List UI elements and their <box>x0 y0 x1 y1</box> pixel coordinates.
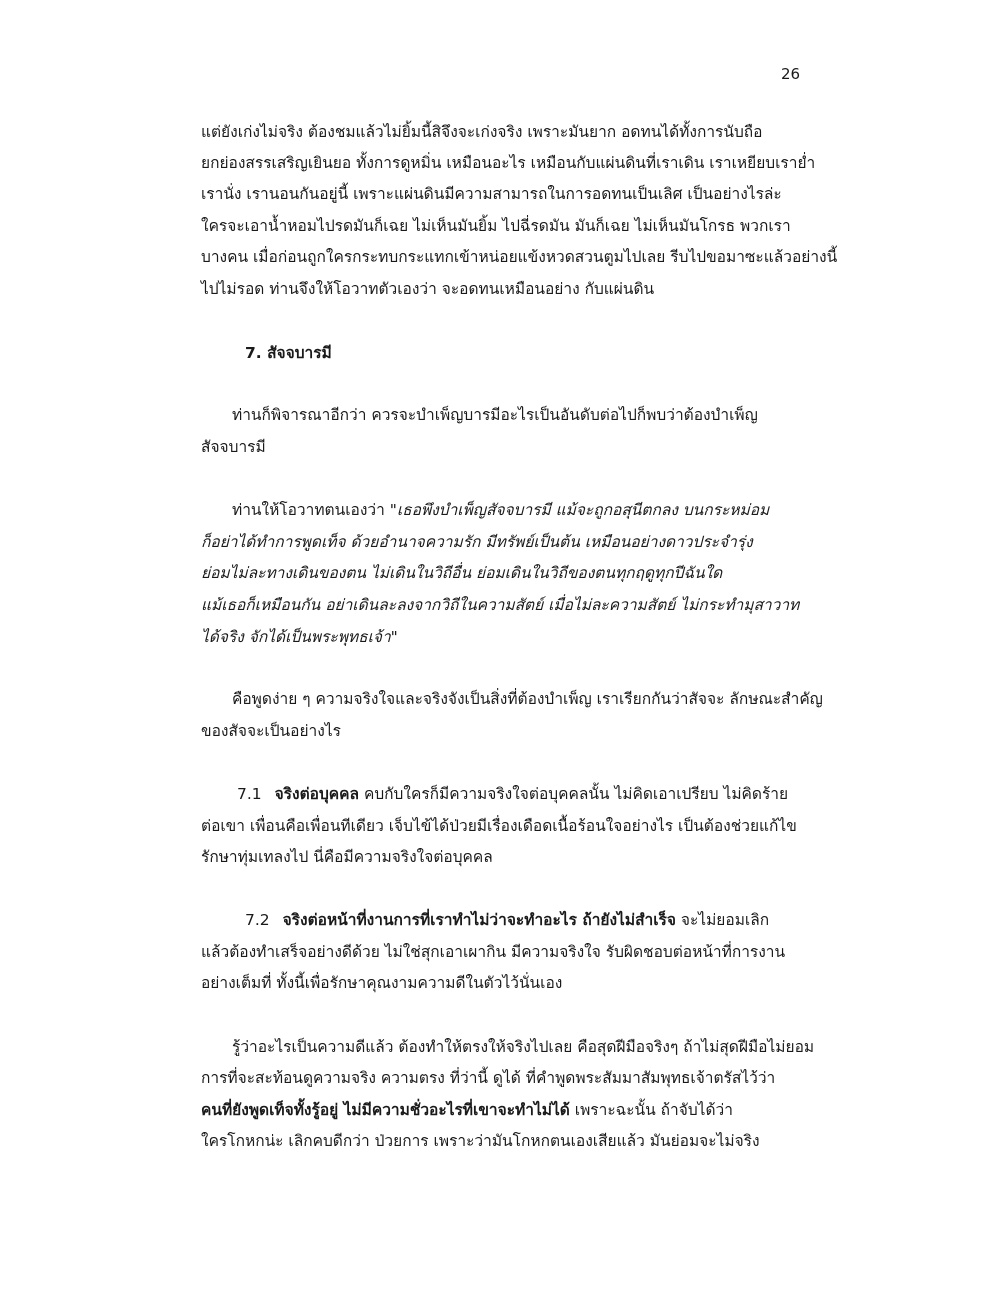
text-line: รักษาทุ่มเทลงไป นี่คือมีความจริงใจต่อบุคคล <box>201 848 493 866</box>
quote-first-line <box>232 499 769 521</box>
text-line: ไปไม่รอด ท่านจึงให้โอวาทตัวเองว่า จะอดทนเหมือนอย่าง กับแผ่นดิน <box>201 280 655 298</box>
text-line: แต่ยังเก่งไม่จริง ต้องชมแล้วไม่ยิ้มนี้สิจึงจะเก่งจริง เพราะมันยาก อดทนได้ทั้งการนับถือ <box>201 123 763 141</box>
text-line: ต่อเขา เพื่อนคือเพื่อนทีเดียว เจ็บไข้ได้ป่วยมีเรื่องเดือดเนื้อร้อนใจอย่างไร เป็นต้องช่วยแก้ไข <box>201 817 797 835</box>
quote-intro: ท่านให้โอวาทตนเองว่า <box>232 501 385 519</box>
subsection-title: จริงต่อหน้าที่งานการที่เราทำไม่ว่าจะทำอะไร ถ้ายังไม่สำเร็จ <box>282 911 676 929</box>
quote-line: แม้เธอก็เหมือนกัน อย่าเดินละลงจากวิถีในความสัตย์ เมื่อไม่ละความสัตย์ ไม่กระทำมุสาวาท <box>201 596 800 614</box>
text-line: คือพูดง่าย ๆ ความจริงใจและจริงจังเป็นสิ่งที่ต้องบำเพ็ญ เราเรียกกันว่าสัจจะ ลักษณะสำคัญ <box>232 690 823 708</box>
subsection-number: 7.2 <box>245 911 270 929</box>
text-span: เพราะฉะนั้น ถ้าจับได้ว่า <box>574 1101 733 1119</box>
text-line: เรานั่ง เรานอนกันอยู่นี้ เพราะแผ่นดินมีความสามารถในการอดทนเป็นเลิศ เป็นอย่างไรล่ะ <box>201 185 782 203</box>
subsection-title: จริงต่อบุคคล <box>274 785 360 803</box>
quote-text: "เธอพึงบำเพ็ญสัจจบารมี แม้จะถูกอสุนีตกลง บนกระหม่อม <box>389 501 770 519</box>
section-heading: 7. สัจจบารมี <box>245 344 332 362</box>
subsection-text: คบกับใครก็มีความจริงใจต่อบุคคลนั้น ไม่คิดเอาเปรียบ ไม่คิดร้าย <box>363 785 789 803</box>
subsection-first-line <box>245 909 769 931</box>
quote-line: ก็อย่าได้ทำการพูดเท็จ ด้วยอำนาจความรัก มีทรัพย์เป็นต้น เหมือนอย่างดาวประจำรุ่ง <box>201 533 753 551</box>
subsection-number: 7.1 <box>237 785 262 803</box>
text-line: ใครจะเอาน้ำหอมไปรดมันก็เฉย ไม่เห็นมันยิ้ม ไปฉี่รดมัน มันก็เฉย ไม่เห็นมันโกรธ พวกเรา <box>201 217 791 235</box>
text-line: ยกย่องสรรเสริญเยินยอ ทั้งการดูหมิ่น เหมือนอะไร เหมือนกับแผ่นดินที่เราเดิน เราเหยียบเราย่ำ <box>201 154 816 172</box>
quote-line: ได้จริง จักได้เป็นพระพุทธเจ้า" <box>201 628 398 646</box>
subsection-first-line <box>237 783 788 805</box>
text-line: การที่จะสะท้อนดูความจริง ความตรง ที่ว่านี้ ดูได้ ที่คำพูดพระสัมมาสัมพุทธเจ้าตรัสไว้ว่า <box>201 1069 776 1087</box>
bold-quote: คนที่ยังพูดเท็จทั้งรู้อยู่ ไม่มีความชั่วอะไรที่เขาจะทำไม่ได้ <box>201 1101 570 1119</box>
text-line: ใครโกหกน่ะ เลิกคบดีกว่า ป่วยการ เพราะว่ามันโกหกตนเองเสียแล้ว มันย่อมจะไม่จริง <box>201 1132 760 1150</box>
text-line: ท่านก็พิจารณาอีกว่า ควรจะบำเพ็ญบารมีอะไรเป็นอันดับต่อไปก็พบว่าต้องบำเพ็ญ <box>232 406 758 424</box>
text-line: รู้ว่าอะไรเป็นความดีแล้ว ต้องทำให้ตรงให้จริงไปเลย คือสุดฝีมือจริงๆ ถ้าไม่สุดฝีมือไม่ยอม <box>232 1038 815 1056</box>
text-line: บางคน เมื่อก่อนถูกใครกระทบกระแทกเข้าหน่อยแข้งหวดสวนตูมไปเลย รีบไปขอมาซะแล้วอย่างนี้ <box>201 248 838 266</box>
mixed-line <box>201 1099 733 1121</box>
text-line: แล้วต้องทำเสร็จอย่างดีด้วย ไม่ใช่สุกเอาเผากิน มีความจริงใจ รับผิดชอบต่อหน้าที่การงาน <box>201 943 786 961</box>
quote-line: ย่อมไม่ละทางเดินของตน ไม่เดินในวิถีอื่น ย่อมเดินในวิถีของตนทุกฤดูทุกปีฉันใด <box>201 564 723 582</box>
text-line: สัจจบารมี <box>201 438 266 456</box>
text-line: อย่างเต็มที่ ทั้งนี้เพื่อรักษาคุณงามความดีในตัวไว้นั่นเอง <box>201 974 563 992</box>
text-line: ของสัจจะเป็นอย่างไร <box>201 722 341 740</box>
page-number: 26 <box>781 65 801 83</box>
subsection-text: จะไม่ยอมเลิก <box>680 911 770 929</box>
